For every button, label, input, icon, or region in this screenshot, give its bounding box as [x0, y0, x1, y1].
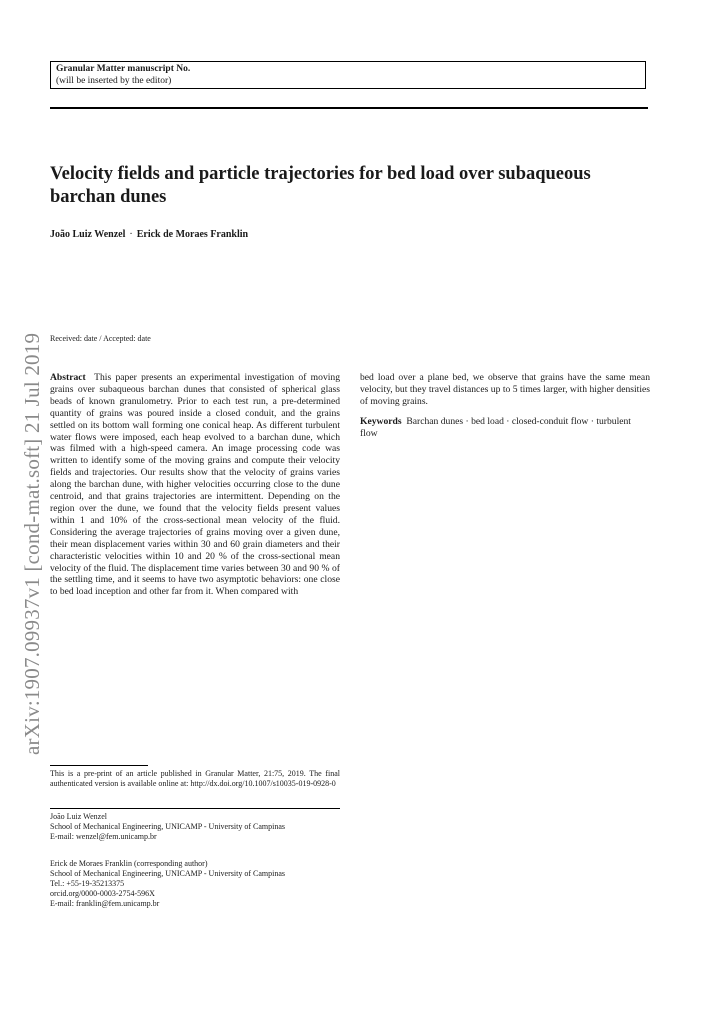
affiliation-2-school: School of Mechanical Engineering, UNICAMP - University of Campinas	[50, 868, 285, 878]
author-1: João Luiz Wenzel	[50, 229, 126, 240]
affiliation-1-name: João Luiz Wenzel	[50, 812, 107, 821]
arxiv-stamp: arXiv:1907.09937v1 [cond-mat.soft] 21 Jul 2019	[20, 332, 44, 755]
abstract-text-left: This paper presents an experimental investigation of moving grains over subaqueous barchan dunes that consisted of spherical glass beads of known granulometry. Prior to each test run, a pre-determined quantity of grains was poured inside a closed conduit, and the grains settled on its bottom wall forming one conical heap. As different turbulent water flows were imposed, each heap evolved to a barchan dune, which was filmed with a high-speed camera. An image processing code was written to identify some of the moving grains and compute their velocity fields and trajectories. Our results show that the velocity of grains varies along the barchan dune, with higher velocities occurring close to the dune centroid, and that grains trajectories are intermittent. Depending on the region over the dune, we found that the velocity fields present values within 1 and 10% of the cross-sectional mean velocity of the fluid. Considering the average trajectories of grains moving over a given dune, their mean displacement varies within 30 and 60 grain diameters and their characteristic velocities within 10 and 20 % of the cross-sectional mean velocity of the fluid. The displacement time varies between 30 and 90 % of the settling time, and it seems to have two asymptotic behaviors: one close to bed load inception and other far from it. When compared with	[50, 372, 340, 598]
received-dates: Received: date / Accepted: date	[50, 334, 151, 343]
keywords-text: Barchan dunes · bed load · closed-conduit flow · turbulent flow	[360, 415, 631, 439]
editor-header-box	[50, 61, 646, 89]
footnote-rule	[50, 765, 148, 766]
affiliation-2-name: Erick de Moraes Franklin (corresponding author)	[50, 859, 208, 868]
preprint-footnote: This is a pre-print of an article published in Granular Matter, 21:75, 2019. The final authenticated version is available online at: http://dx.doi.org/10.1007/s10035-019-0928-0	[50, 769, 340, 788]
abstract-text-right: bed load over a plane bed, we observe that grains have the same mean velocity, but they travel distances up to 5 times larger, with higher densities of moving grains.	[360, 372, 650, 407]
manuscript-label: Granular Matter manuscript No.	[56, 64, 191, 74]
abstract-right-column	[360, 372, 650, 440]
affiliation-1-email: E-mail: wenzel@fem.unicamp.br	[50, 831, 157, 841]
author-list	[50, 229, 248, 240]
affiliation-1-school: School of Mechanical Engineering, UNICAMP - University of Campinas	[50, 821, 285, 831]
keywords	[360, 416, 650, 440]
header-rule	[50, 107, 648, 109]
editor-note: (will be inserted by the editor)	[56, 75, 172, 86]
affiliation-2-email: E-mail: franklin@fem.unicamp.br	[50, 898, 160, 908]
author-separator: ·	[129, 229, 133, 240]
affiliation-rule	[50, 808, 340, 809]
abstract-heading: Abstract	[50, 372, 86, 383]
keywords-heading: Keywords	[360, 415, 402, 427]
paper-title: Velocity fields and particle trajectories for bed load over subaqueous barchan dunes	[50, 164, 591, 207]
affiliation-1	[50, 812, 340, 842]
affiliation-2-orcid: orcid.org/0000-0003-2754-596X	[50, 888, 155, 898]
affiliation-2-tel: Tel.: +55-19-35213375	[50, 878, 125, 888]
abstract-left-column	[50, 372, 340, 598]
affiliation-2	[50, 859, 340, 909]
author-2: Erick de Moraes Franklin	[136, 229, 249, 240]
